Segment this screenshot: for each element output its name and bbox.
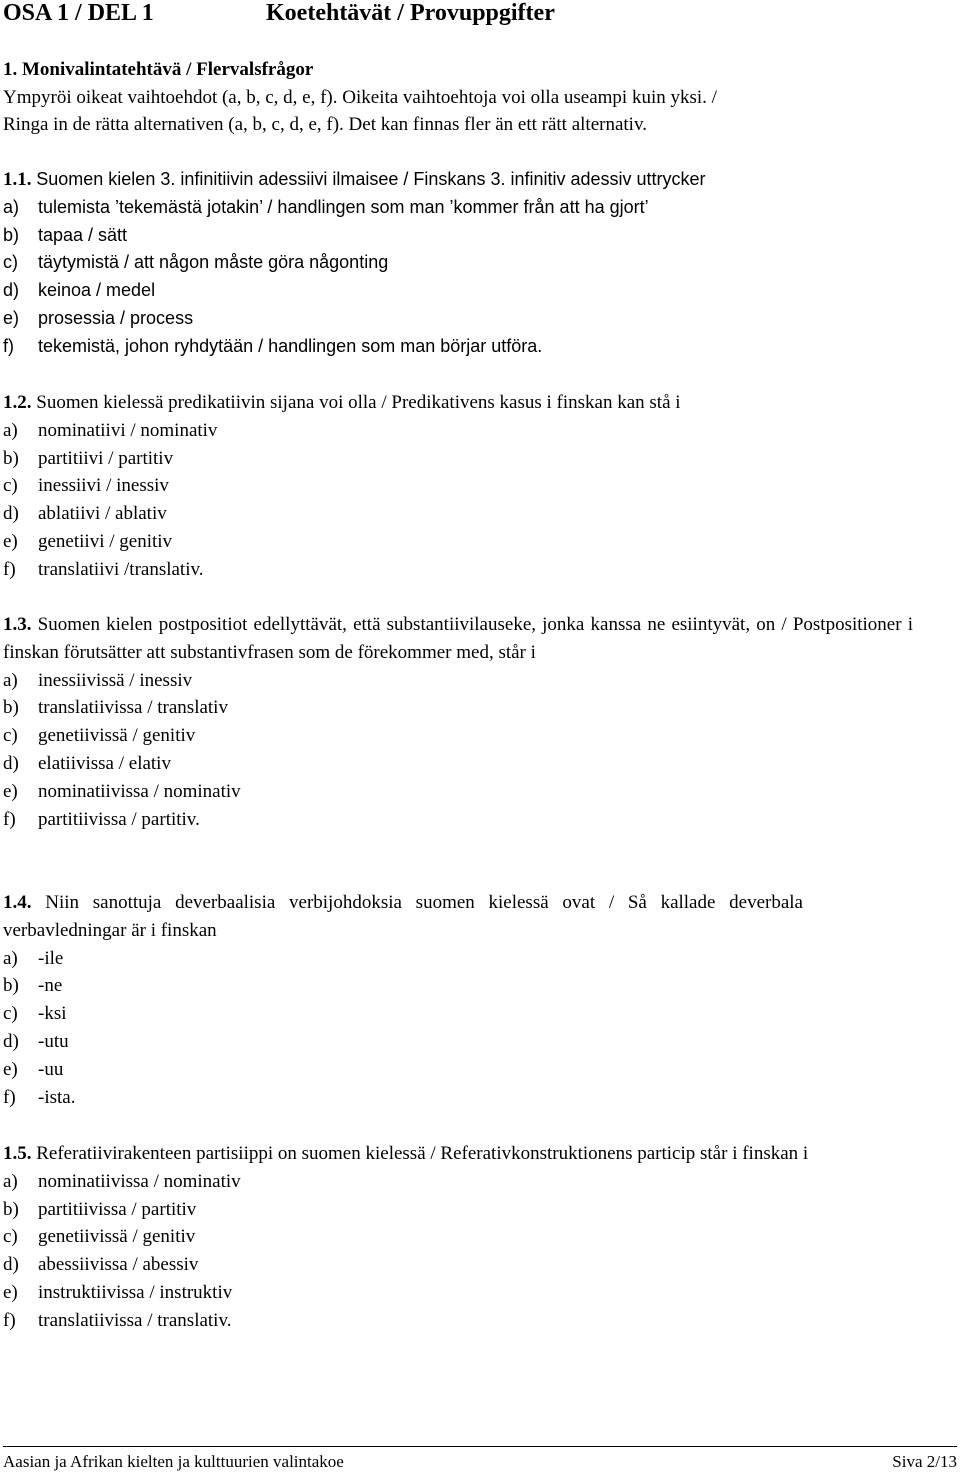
option-letter: c) [3, 252, 18, 273]
option-c[interactable] [3, 249, 913, 277]
option-text: täytymistä / att någon måste göra någonting [38, 252, 389, 273]
option-letter: b) [3, 1198, 19, 1220]
option-b[interactable] [3, 972, 913, 1000]
option-letter: e) [3, 307, 20, 328]
page-title: Koetehtävät / Provuppgifter [266, 0, 555, 26]
option-text: nominatiivissa / nominativ [38, 780, 241, 802]
option-text: tekemistä, johon ryhdytään / handlingen som man börjar utföra. [38, 335, 543, 356]
option-letter: e) [3, 530, 18, 552]
option-text: nominatiivissa / nominativ [38, 1170, 241, 1192]
option-text: tapaa / sätt [38, 224, 128, 245]
option-letter: c) [3, 1226, 18, 1248]
option-text: -uu [38, 1058, 64, 1080]
question-number: 1.1. [3, 169, 32, 190]
question-1-4 [3, 889, 913, 1111]
option-e[interactable] [3, 528, 913, 556]
option-d[interactable] [3, 750, 913, 778]
option-e[interactable] [3, 1279, 913, 1307]
question-text: Niin sanottuja deverbaalisia verbijohdoksia suomen kielessä ovat / Så kallade deverbala verbavledningar är i finskan [3, 892, 803, 941]
option-text: -ile [38, 947, 64, 969]
option-letter: e) [3, 1281, 18, 1303]
option-letter: d) [3, 280, 20, 301]
option-text: elatiivissa / elativ [38, 752, 171, 774]
option-text: translatiivissa / translativ [38, 697, 228, 719]
option-text: genetiivissä / genitiv [38, 725, 196, 747]
option-f[interactable] [3, 1084, 913, 1112]
option-letter: d) [3, 1030, 19, 1052]
option-a[interactable] [3, 194, 913, 222]
part-label: OSA 1 / DEL 1 [3, 0, 154, 26]
question-stem [3, 1140, 913, 1168]
option-letter: a) [3, 419, 18, 441]
option-c[interactable] [3, 1000, 913, 1028]
question-number: 1.2. [3, 392, 32, 413]
option-letter: f) [3, 558, 16, 580]
option-letter: b) [3, 975, 19, 997]
option-letter: a) [3, 1170, 18, 1192]
page-header [3, 0, 953, 32]
footer-divider [3, 1446, 957, 1447]
question-stem [3, 889, 803, 945]
option-text: keinoa / medel [38, 280, 156, 301]
option-c[interactable] [3, 472, 913, 500]
option-e[interactable] [3, 305, 913, 333]
option-b[interactable] [3, 1196, 913, 1224]
question-text: Suomen kielen 3. infinitiivin adessiivi ilmaisee / Finskans 3. infinitiv adessiv uttrycker [36, 169, 706, 189]
option-d[interactable] [3, 1251, 913, 1279]
option-e[interactable] [3, 778, 913, 806]
option-text: inessiivi / inessiv [38, 475, 169, 497]
option-text: partitiivissa / partitiv [38, 1198, 197, 1220]
option-a[interactable] [3, 667, 913, 695]
option-text: instruktiivissa / instruktiv [38, 1281, 233, 1303]
option-text: tulemista ’tekemästä jotakin’ / handlingen som man ’kommer från att ha gjort’ [38, 196, 649, 217]
option-text: genetiivi / genitiv [38, 530, 173, 552]
option-letter: a) [3, 196, 20, 217]
option-d[interactable] [3, 1028, 913, 1056]
option-c[interactable] [3, 722, 913, 750]
option-text: -ksi [38, 1003, 67, 1025]
option-letter: c) [3, 725, 18, 747]
option-d[interactable] [3, 500, 913, 528]
option-letter: e) [3, 780, 18, 802]
option-text: inessiivissä / inessiv [38, 669, 193, 691]
option-letter: e) [3, 1058, 18, 1080]
option-letter: f) [3, 1309, 16, 1331]
option-text: genetiivissä / genitiv [38, 1226, 196, 1248]
option-text: partitiivissa / partitiv. [38, 808, 200, 830]
footer-exam-name: Aasian ja Afrikan kielten ja kulttuurien valintakoe [3, 1452, 344, 1471]
option-letter: f) [3, 1086, 16, 1108]
question-1-5 [3, 1140, 913, 1335]
option-text: translatiivissa / translativ. [38, 1309, 232, 1331]
option-text: prosessia / process [38, 307, 194, 328]
option-text: partitiivi / partitiv [38, 447, 174, 469]
option-text: nominatiivi / nominativ [38, 419, 218, 441]
option-b[interactable] [3, 694, 913, 722]
question-1-1 [3, 166, 913, 361]
question-1-2 [3, 389, 913, 584]
question-stem [3, 611, 913, 667]
question-stem [3, 389, 913, 417]
question-text: Referatiivirakenteen partisiippi on suomen kielessä / Referativkonstruktionens particip står i finskan i [36, 1143, 809, 1164]
option-f[interactable] [3, 1307, 913, 1335]
option-f[interactable] [3, 556, 913, 584]
option-letter: a) [3, 669, 18, 691]
option-text: translatiivi /translativ. [38, 558, 204, 580]
option-text: ablatiivi / ablativ [38, 503, 167, 525]
option-text: abessiivissa / abessiv [38, 1254, 199, 1276]
option-b[interactable] [3, 445, 913, 473]
page-number: Siva 2/13 [892, 1452, 957, 1471]
instruction-swedish: Ringa in de rätta alternativen (a, b, c, d, e, f). Det kan finnas fler än ett rätt alternativ. [3, 114, 647, 135]
option-letter: c) [3, 1003, 18, 1025]
task-instructions [3, 56, 913, 139]
option-a[interactable] [3, 417, 913, 445]
question-number: 1.4. [3, 892, 32, 913]
option-f[interactable] [3, 333, 913, 361]
option-letter: f) [3, 335, 14, 356]
question-number: 1.5. [3, 1143, 32, 1164]
option-letter: b) [3, 697, 19, 719]
question-stem [3, 166, 913, 194]
option-text: -ista. [38, 1086, 76, 1108]
option-b[interactable] [3, 222, 913, 250]
option-d[interactable] [3, 277, 913, 305]
option-letter: b) [3, 447, 19, 469]
task-title: 1. Monivalintatehtävä / Flervalsfrågor [3, 59, 314, 80]
question-text: Suomen kielessä predikatiivin sijana voi olla / Predikativens kasus i finskan kan stå i [36, 392, 681, 413]
option-letter: a) [3, 947, 18, 969]
option-letter: d) [3, 1254, 19, 1276]
option-a[interactable] [3, 945, 913, 973]
option-a[interactable] [3, 1168, 913, 1196]
option-letter: d) [3, 503, 19, 525]
question-text: Suomen kielen postpositiot edellyttävät, että substantiivilauseke, jonka kanssa ne esiintyvät, on / Postpositioner i finskan förutsätter att substantivfrasen som de förekommer med, står i [3, 614, 913, 663]
option-letter: b) [3, 224, 20, 245]
option-f[interactable] [3, 806, 913, 834]
question-1-3 [3, 611, 913, 833]
option-letter: d) [3, 752, 19, 774]
instruction-finnish: Ympyröi oikeat vaihtoehdot (a, b, c, d, e, f). Oikeita vaihtoehtoja voi olla useampi kuin yksi. / [3, 86, 717, 108]
option-letter: c) [3, 475, 18, 497]
option-c[interactable] [3, 1223, 913, 1251]
option-letter: f) [3, 808, 16, 830]
option-text: -utu [38, 1030, 69, 1052]
option-e[interactable] [3, 1056, 913, 1084]
question-number: 1.3. [3, 614, 32, 635]
option-text: -ne [38, 975, 63, 997]
